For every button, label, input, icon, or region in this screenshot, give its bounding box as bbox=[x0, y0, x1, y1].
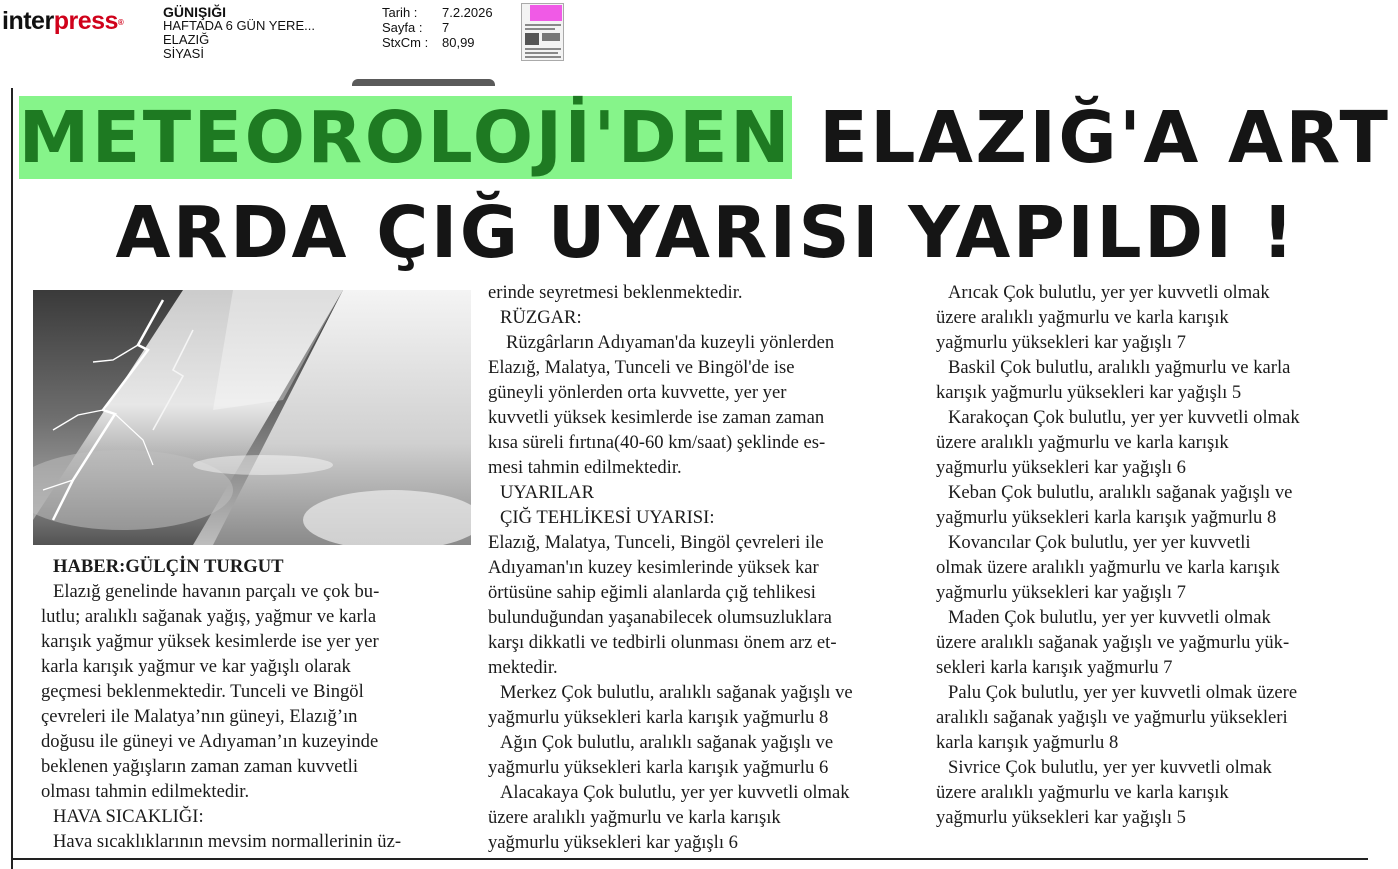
column-3-line: Karakoçan Çok bulutlu, yer yer kuvvetli olmak bbox=[948, 407, 1300, 428]
column-1-line: karışık yağmur yüksek kesimlerde ise yer yer bbox=[41, 631, 379, 652]
column-1-line: lutlu; aralıklı sağanak yağış, yağmur ve karla bbox=[41, 606, 377, 627]
column-3-line: Palu Çok bulutlu, yer yer kuvvetli olmak üzere bbox=[948, 682, 1298, 703]
publication-slogan: HAFTADA 6 GÜN YERE... bbox=[163, 18, 315, 33]
column-1-line: beklenen yağışların zaman zaman kuvvetli bbox=[41, 756, 359, 777]
storm-photo bbox=[33, 290, 471, 545]
headline-line-1-rest: ELAZIĞ'A ART bbox=[792, 96, 1391, 179]
logo-text-accent: press bbox=[53, 7, 118, 35]
column-3-line: yağmurlu yüksekleri kar yağışlı 5 bbox=[936, 807, 1186, 828]
stxcm-value: 80,99 bbox=[442, 35, 475, 50]
column-3-line: Maden Çok bulutlu, yer yer kuvvetli olmak bbox=[948, 607, 1271, 628]
column-3-line: sekleri karla karışık yağmurlu 7 bbox=[936, 657, 1173, 678]
article-headline bbox=[14, 90, 1398, 280]
column-2-line: kısa süreli fırtına(40-60 km/saat) şeklinde es- bbox=[488, 432, 826, 453]
page-thumbnail[interactable] bbox=[521, 3, 564, 61]
column-1-line: geçmesi beklenmektedir. Tunceli ve Bingöl bbox=[41, 681, 364, 702]
column-3-line: Arıcak Çok bulutlu, yer yer kuvvetli olmak bbox=[948, 282, 1270, 303]
column-1-line: HAVA SICAKLIĞI: bbox=[53, 806, 204, 827]
thumbnail-photo bbox=[542, 33, 560, 41]
column-3-line: üzere aralıklı yağmurlu ve karla karışık bbox=[936, 307, 1229, 328]
column-1-line: Elazığ genelinde havanın parçalı ve çok bu- bbox=[53, 581, 380, 602]
column-2-line: yağmurlu yüksekleri kar yağışlı 6 bbox=[488, 832, 738, 853]
page-label: Sayfa : bbox=[382, 20, 423, 35]
column-3-line: yağmurlu yüksekleri kar yağışlı 7 bbox=[936, 582, 1186, 603]
column-1-line: olması tahmin edilmektedir. bbox=[41, 781, 250, 802]
column-3-line: Sivrice Çok bulutlu, yer yer kuvvetli olmak bbox=[948, 757, 1272, 778]
column-1-line: çevreleri ile Malatya’nın güneyi, Elazığ’ın bbox=[41, 706, 358, 727]
column-1-line: karla karışık yağmur ve kar yağışlı olarak bbox=[41, 656, 351, 677]
article-column-2 bbox=[488, 280, 853, 855]
thumbnail-line bbox=[525, 48, 561, 50]
column-2-line: Merkez Çok bulutlu, aralıklı sağanak yağışlı ve bbox=[500, 682, 853, 703]
column-2-line: karşı dikkatli ve tedbirli olunması önem arz et- bbox=[488, 632, 837, 653]
column-2-line: Ağın Çok bulutlu, aralıklı sağanak yağışlı ve bbox=[500, 732, 834, 753]
thumbnail-line bbox=[525, 28, 555, 30]
column-3-line: üzere aralıklı yağmurlu ve karla karışık bbox=[936, 782, 1229, 803]
headline-line-2: ARDA ÇIĞ UYARISI YAPILDI ! bbox=[115, 191, 1297, 274]
publication-info bbox=[163, 5, 315, 61]
thumbnail-masthead bbox=[530, 5, 562, 21]
article-byline: HABER:GÜLÇİN TURGUT bbox=[53, 556, 284, 577]
column-2-line: mektedir. bbox=[488, 657, 558, 678]
column-3-line: Baskil Çok bulutlu, aralıklı yağmurlu ve karla bbox=[948, 357, 1291, 378]
article-column-3 bbox=[936, 280, 1300, 830]
column-3-line: yağmurlu yüksekleri karla karışık yağmurlu 8 bbox=[936, 507, 1277, 528]
column-2-line: bulunduğundan yaşanabilecek olumsuzluklara bbox=[488, 607, 832, 628]
clipping-meta bbox=[382, 5, 493, 50]
logo-text-main: inter bbox=[2, 7, 54, 35]
column-2-line: güneyli yönlerden orta kuvvette, yer yer bbox=[488, 382, 787, 403]
column-2-line: Adıyaman'ın kuzey kesimlerinde yüksek kar bbox=[488, 557, 819, 578]
clipping-tab-bar bbox=[352, 79, 495, 86]
date-label: Tarih : bbox=[382, 5, 418, 20]
column-2-line: mesi tahmin edilmektedir. bbox=[488, 457, 682, 478]
column-2-line: yağmurlu yüksekleri karla karışık yağmurlu 6 bbox=[488, 757, 829, 778]
meta-page-row bbox=[382, 20, 493, 35]
column-2-line: erinde seyretmesi beklenmektedir. bbox=[488, 282, 743, 303]
thumbnail-line bbox=[525, 24, 561, 26]
registered-mark: ® bbox=[117, 18, 124, 27]
column-2-line: örtüsüne sahip eğimli alanlarda çığ tehlikesi bbox=[488, 582, 816, 603]
column-3-line: karışık yağmurlu yüksekleri kar yağışlı 5 bbox=[936, 382, 1242, 403]
headline-line-1 bbox=[11, 90, 1398, 185]
interpress-logo bbox=[2, 6, 123, 36]
column-2-line: RÜZGAR: bbox=[500, 307, 582, 328]
column-2-line: üzere aralıklı yağmurlu ve karla karışık bbox=[488, 807, 781, 828]
column-3-line: karla karışık yağmurlu 8 bbox=[936, 732, 1119, 753]
clipping-frame-bottom bbox=[11, 858, 1368, 860]
column-1-line: Hava sıcaklıklarının mevsim normallerinin üz- bbox=[53, 831, 402, 852]
column-2-line: ÇIĞ TEHLİKESİ UYARISI: bbox=[500, 507, 715, 528]
date-value: 7.2.2026 bbox=[442, 5, 493, 20]
meta-date-row bbox=[382, 5, 493, 20]
column-2-line: Rüzgârların Adıyaman'da kuzeyli yönlerden bbox=[506, 332, 835, 353]
publication-section: SİYASİ bbox=[163, 46, 204, 61]
column-2-line: kuvvetli yüksek kesimlerde ise zaman zaman bbox=[488, 407, 825, 428]
column-2-line: Elazığ, Malatya, Tunceli ve Bingöl'de ise bbox=[488, 357, 795, 378]
thumbnail-photo bbox=[525, 33, 539, 45]
thumbnail-line bbox=[525, 56, 561, 58]
article-column-1 bbox=[41, 554, 401, 854]
headline-highlight: METEOROLOJİ'DEN bbox=[18, 96, 793, 179]
column-3-line: üzere aralıklı sağanak yağışlı ve yağmurlu yük- bbox=[936, 632, 1290, 653]
column-2-line: Elazığ, Malatya, Tunceli, Bingöl çevreleri ile bbox=[488, 532, 824, 553]
meta-stxcm-row bbox=[382, 35, 493, 50]
column-3-line: olmak üzere aralıklı yağmurlu ve karla karışık bbox=[936, 557, 1280, 578]
column-2-line: yağmurlu yüksekleri karla karışık yağmurlu 8 bbox=[488, 707, 829, 728]
column-2-line: Alacakaya Çok bulutlu, yer yer kuvvetli olmak bbox=[500, 782, 850, 803]
lightning-storm-image bbox=[33, 290, 471, 545]
publication-name: GÜNIŞIĞI bbox=[163, 4, 227, 20]
page-value: 7 bbox=[442, 20, 450, 35]
column-3-line: Kovancılar Çok bulutlu, yer yer kuvvetli bbox=[948, 532, 1251, 553]
publication-city: ELAZIĞ bbox=[163, 32, 210, 47]
clipping-frame-left bbox=[11, 88, 13, 869]
column-3-line: yağmurlu yüksekleri kar yağışlı 6 bbox=[936, 457, 1186, 478]
column-2-line: UYARILAR bbox=[500, 482, 595, 503]
column-3-line: yağmurlu yüksekleri kar yağışlı 7 bbox=[936, 332, 1186, 353]
column-1-line: doğusu ile güneyi ve Adıyaman’ın kuzeyinde bbox=[41, 731, 379, 752]
column-3-line: üzere aralıklı yağmurlu ve karla karışık bbox=[936, 432, 1229, 453]
stxcm-label: StxCm : bbox=[382, 35, 429, 50]
thumbnail-line bbox=[525, 52, 558, 54]
column-3-line: aralıklı sağanak yağışlı ve yağmurlu yüksekleri bbox=[936, 707, 1288, 728]
column-3-line: Keban Çok bulutlu, aralıklı sağanak yağışlı ve bbox=[948, 482, 1293, 503]
